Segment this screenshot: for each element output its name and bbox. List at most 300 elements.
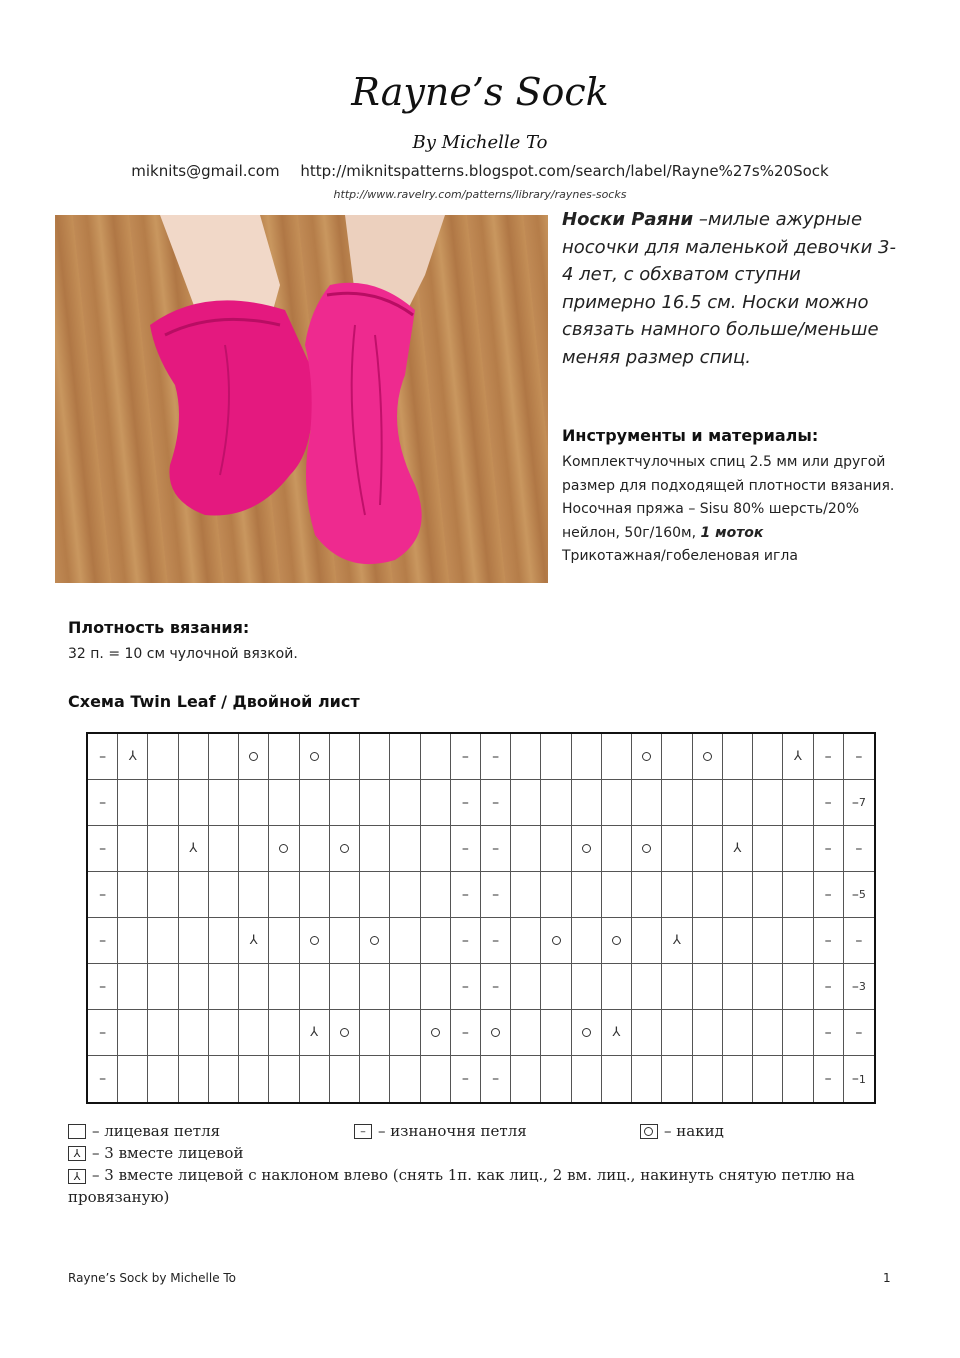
purl-symbol-icon: – (824, 840, 832, 857)
chart-cell (844, 1056, 874, 1102)
legend-k3tog-label: – 3 вместе лицевой (92, 1144, 244, 1162)
chart-cell (541, 964, 571, 1010)
chart-cell (330, 964, 360, 1010)
chart-cell (390, 780, 420, 826)
yarn-over-symbol-icon (582, 844, 591, 853)
purl-symbol-icon: – (851, 978, 859, 995)
chart-cell (814, 734, 844, 780)
yarn-over-symbol-icon (491, 1028, 500, 1037)
chart-cell (88, 780, 118, 826)
chart-cell (753, 1056, 783, 1102)
chart-cell (783, 1056, 813, 1102)
chart-cell (814, 872, 844, 918)
chart-cell (451, 826, 481, 872)
tools-list (562, 451, 902, 569)
chart-cell (814, 780, 844, 826)
purl-symbol-icon: – (824, 978, 832, 995)
chart-cell (844, 734, 874, 780)
purl-symbol-icon: – (461, 794, 469, 811)
chart-cell (179, 872, 209, 918)
chart-cell (844, 872, 874, 918)
chart-cell (451, 1010, 481, 1056)
chart-cell (148, 872, 178, 918)
legend-k3tog (68, 1142, 243, 1164)
chart-cell (209, 918, 239, 964)
chart-cell (300, 918, 330, 964)
tools-needle: Трикотажная/гобеленовая игла (562, 548, 798, 564)
chart-cell (300, 1056, 330, 1102)
chart-cell (814, 964, 844, 1010)
chart-cell (602, 780, 632, 826)
chart-cell (209, 1056, 239, 1102)
chart-cell (814, 918, 844, 964)
decrease-symbol-icon: ⅄ (128, 749, 137, 764)
chart-cell (723, 780, 753, 826)
chart-cell (421, 780, 451, 826)
chart-cell (572, 826, 602, 872)
chart-cell (723, 918, 753, 964)
chart-cell (783, 872, 813, 918)
chart-cell (360, 964, 390, 1010)
chart-cell (844, 780, 874, 826)
purl-symbol-icon: – (851, 1071, 859, 1087)
chart-cell (783, 1010, 813, 1056)
legend-purl-label: – изнаночня петля (378, 1122, 527, 1140)
chart-cell (179, 964, 209, 1010)
chart-cell (118, 918, 148, 964)
intro-paragraph (562, 206, 897, 371)
tools-yarn (562, 498, 902, 545)
chart-cell (179, 918, 209, 964)
chart-cell (602, 918, 632, 964)
yarn-over-symbol-icon (249, 752, 258, 761)
row-number: 7 (858, 796, 866, 809)
chart-cell (209, 1010, 239, 1056)
chart-cell (118, 780, 148, 826)
email-link[interactable]: miknits@gmail.com (131, 162, 280, 180)
chart-cell (148, 1056, 178, 1102)
page-title: Rayne’s Sock (351, 70, 609, 114)
decrease-symbol-icon: ⅄ (249, 933, 258, 948)
chart-cell (330, 1010, 360, 1056)
tools-yarn-text: Носочная пряжа – Sisu 80% шерсть/20% нейлон, 50г/160м, (562, 501, 859, 541)
chart-cell (662, 734, 692, 780)
purl-symbol-icon: – (824, 932, 832, 949)
chart-cell (783, 964, 813, 1010)
chart-cell (148, 964, 178, 1010)
chart-cell (209, 780, 239, 826)
chart-cell (390, 734, 420, 780)
chart-cell (783, 780, 813, 826)
purl-symbol-icon: – (824, 794, 832, 811)
chart-cell (541, 872, 571, 918)
chart-cell (844, 964, 874, 1010)
chart-cell (300, 734, 330, 780)
gauge-text: 32 п. = 10 см чулочной вязкой. (68, 646, 298, 662)
chart-cell (723, 964, 753, 1010)
decrease-symbol-icon: ⅄ (310, 1025, 319, 1040)
chart-cell (88, 826, 118, 872)
chart-cell (118, 872, 148, 918)
decrease-symbol-icon: ⅄ (733, 841, 742, 856)
yarn-over-symbol-icon (279, 844, 288, 853)
chart-cell (88, 1056, 118, 1102)
chart-cell (451, 1056, 481, 1102)
chart-cell (118, 1056, 148, 1102)
chart-cell (572, 918, 602, 964)
decrease-symbol-icon: ⅄ (673, 933, 681, 948)
chart-cell (179, 780, 209, 826)
chart-cell (300, 1010, 330, 1056)
purl-symbol-icon: – (99, 932, 107, 949)
chart-cell (693, 1056, 723, 1102)
purl-symbol-icon: – (461, 932, 469, 949)
chart-cell (269, 780, 299, 826)
chart-cell (118, 1010, 148, 1056)
sk2p-symbol-icon: ⅄ (68, 1169, 86, 1184)
ravelry-link[interactable]: http://www.ravelry.com/patterns/library/raynes-socks (333, 188, 627, 201)
chart-cell (88, 872, 118, 918)
chart-cell (269, 872, 299, 918)
chart-cell (481, 826, 511, 872)
yarn-over-symbol-icon (640, 1124, 658, 1139)
chart-cell (572, 780, 602, 826)
chart-cell (481, 918, 511, 964)
legend-purl (354, 1120, 527, 1142)
chart-cell (421, 872, 451, 918)
chart-cell (662, 826, 692, 872)
chart-cell (723, 872, 753, 918)
chart-cell (693, 1010, 723, 1056)
chart-cell (179, 826, 209, 872)
chart-cell (602, 1010, 632, 1056)
chart-cell (693, 964, 723, 1010)
chart-cell (632, 1056, 662, 1102)
chart-cell (602, 734, 632, 780)
chart-cell (269, 734, 299, 780)
chart-cell (239, 1056, 269, 1102)
chart-cell (632, 918, 662, 964)
chart-cell (421, 964, 451, 1010)
chart-cell (209, 734, 239, 780)
chart-cell (783, 918, 813, 964)
chart-cell (783, 826, 813, 872)
chart-cell (541, 780, 571, 826)
chart-cell (330, 918, 360, 964)
chart-cell (632, 964, 662, 1010)
yarn-over-symbol-icon (582, 1028, 591, 1037)
chart-cell (451, 964, 481, 1010)
chart-cell (421, 734, 451, 780)
chart-cell (632, 826, 662, 872)
chart-cell (753, 964, 783, 1010)
purl-symbol-icon: – (824, 748, 832, 765)
purl-symbol-icon: – (461, 1024, 469, 1041)
chart-cell (451, 780, 481, 826)
chart-cell (421, 1056, 451, 1102)
legend-row-2 (68, 1142, 898, 1164)
chart-cell (511, 964, 541, 1010)
chart-cell (88, 964, 118, 1010)
chart-cell (360, 872, 390, 918)
chart-cell (390, 918, 420, 964)
purl-symbol-icon: – (354, 1124, 372, 1139)
purl-symbol-icon: – (855, 1024, 863, 1041)
chart-cell (662, 918, 692, 964)
purl-symbol-icon: – (855, 748, 863, 765)
intro-name: Носки Раяни (562, 209, 694, 230)
row-number: 5 (858, 888, 866, 901)
chart-cell (541, 826, 571, 872)
chart-cell (481, 780, 511, 826)
chart-cell (330, 872, 360, 918)
purl-symbol-icon: – (492, 840, 500, 857)
chart-cell (723, 826, 753, 872)
chart-cell (814, 1056, 844, 1102)
chart-cell (209, 826, 239, 872)
chart-cell (239, 780, 269, 826)
chart-cell (148, 780, 178, 826)
chart-cell (390, 872, 420, 918)
chart-cell (753, 826, 783, 872)
stitch-chart (86, 732, 876, 1104)
chart-cell (360, 734, 390, 780)
purl-symbol-icon: – (851, 886, 859, 903)
chart-cell (693, 826, 723, 872)
chart-cell (814, 1010, 844, 1056)
chart-cell (693, 780, 723, 826)
blog-link[interactable]: http://miknitspatterns.blogspot.com/search/label/Rayne%27s%20Sock (300, 162, 829, 180)
chart-cell (572, 872, 602, 918)
chart-cell (88, 734, 118, 780)
chart-cell (330, 780, 360, 826)
purl-symbol-icon: – (492, 794, 500, 811)
tools-yarn-amount: 1 моток (700, 524, 764, 541)
yarn-over-symbol-icon (340, 844, 349, 853)
chart-cell (511, 734, 541, 780)
chart-cell (481, 964, 511, 1010)
chart-cell (511, 918, 541, 964)
chart-cell (390, 826, 420, 872)
yarn-over-symbol-icon (340, 1028, 349, 1037)
chart-cell (572, 1010, 602, 1056)
chart-cell (209, 964, 239, 1010)
decrease-symbol-icon: ⅄ (612, 1025, 621, 1040)
purl-symbol-icon: – (492, 978, 500, 995)
chart-cell (662, 780, 692, 826)
chart-cell (541, 918, 571, 964)
chart-cell (572, 964, 602, 1010)
purl-symbol-icon: – (461, 840, 469, 857)
yarn-over-symbol-icon (310, 936, 319, 945)
chart-cell (239, 872, 269, 918)
chart-cell (753, 918, 783, 964)
chart-cell (511, 826, 541, 872)
chart-cell (723, 734, 753, 780)
chart-cell (632, 1010, 662, 1056)
purl-symbol-icon: – (99, 1024, 107, 1041)
chart-cell (118, 826, 148, 872)
chart-cell (179, 1010, 209, 1056)
purl-symbol-icon: – (99, 748, 107, 765)
chart-cell (421, 918, 451, 964)
gauge-heading: Плотность вязания: (68, 618, 250, 637)
chart-cell (269, 918, 299, 964)
chart-cell (844, 918, 874, 964)
legend-knit-label: – лицевая петля (92, 1122, 221, 1140)
chart-cell (179, 1056, 209, 1102)
decrease-symbol-icon: ⅄ (189, 841, 198, 856)
purl-symbol-icon: – (851, 794, 859, 811)
chart-cell (239, 964, 269, 1010)
chart-cell (148, 918, 178, 964)
chart-cell (148, 734, 178, 780)
chart-cell (541, 1010, 571, 1056)
chart-cell (330, 734, 360, 780)
chart-cell (814, 826, 844, 872)
chart-cell (451, 872, 481, 918)
tools-heading: Инструменты и материалы: (562, 426, 819, 445)
chart-cell (451, 734, 481, 780)
chart-cell (390, 964, 420, 1010)
chart-cell (390, 1056, 420, 1102)
chart-cell (693, 918, 723, 964)
chart-cell (572, 1056, 602, 1102)
chart-cell (148, 826, 178, 872)
chart-cell (451, 918, 481, 964)
chart-cell (360, 826, 390, 872)
chart-cell (360, 780, 390, 826)
chart-cell (662, 872, 692, 918)
chart-cell (602, 826, 632, 872)
chart-cell (209, 872, 239, 918)
chart-cell (511, 780, 541, 826)
chart-cell (511, 872, 541, 918)
legend-sk2p-label: – 3 вместе лицевой с наклоном влево (снять 1п. как лиц., 2 вм. лиц., накинуть снятую петлю на провязаную) (68, 1166, 855, 1206)
chart-cell (300, 780, 330, 826)
purl-symbol-icon: – (99, 840, 107, 857)
chart-cell (693, 734, 723, 780)
purl-symbol-icon: – (99, 886, 107, 903)
decrease-symbol-icon: ⅄ (793, 749, 802, 764)
chart-cell (118, 964, 148, 1010)
purl-symbol-icon: – (824, 886, 832, 903)
chart-cell (300, 964, 330, 1010)
yarn-over-symbol-icon (703, 752, 712, 761)
purl-symbol-icon: – (461, 886, 469, 903)
sock-photo-illustration (55, 215, 548, 583)
chart-cell (481, 872, 511, 918)
purl-symbol-icon: – (824, 1024, 832, 1041)
chart-cell (118, 734, 148, 780)
chart-cell (511, 1010, 541, 1056)
yarn-over-symbol-icon (642, 752, 651, 761)
k3tog-symbol-icon: ⅄ (68, 1146, 86, 1161)
chart-cell (783, 734, 813, 780)
row-number: 1 (858, 1072, 866, 1086)
purl-symbol-icon: – (99, 1071, 107, 1087)
legend-yo (640, 1120, 724, 1142)
chart-cell (753, 780, 783, 826)
chart-cell (693, 872, 723, 918)
chart-cell (421, 826, 451, 872)
footer-title: Rayne’s Sock by Michelle To (68, 1271, 237, 1285)
chart-cell (269, 1056, 299, 1102)
purl-symbol-icon: – (855, 932, 863, 949)
chart-cell (239, 918, 269, 964)
chart-cell (662, 1056, 692, 1102)
purl-symbol-icon: – (492, 886, 500, 903)
chart-cell (360, 1056, 390, 1102)
chart-cell (269, 826, 299, 872)
purl-symbol-icon: – (461, 1071, 469, 1087)
chart-cell (632, 872, 662, 918)
chart-heading: Схема Twin Leaf / Двойной лист (68, 692, 360, 711)
chart-cell (148, 1010, 178, 1056)
chart-cell (390, 1010, 420, 1056)
purl-symbol-icon: – (461, 978, 469, 995)
chart-cell (602, 1056, 632, 1102)
chart-cell (572, 734, 602, 780)
chart-cell (541, 1056, 571, 1102)
chart-cell (632, 780, 662, 826)
legend (68, 1120, 898, 1208)
purl-symbol-icon: – (461, 748, 469, 765)
knit-symbol-icon (68, 1124, 86, 1139)
chart-cell (300, 826, 330, 872)
yarn-over-symbol-icon (310, 752, 319, 761)
yarn-over-symbol-icon (642, 844, 651, 853)
chart-cell (421, 1010, 451, 1056)
chart-cell (481, 734, 511, 780)
yarn-over-symbol-icon (431, 1028, 440, 1037)
chart-cell (844, 1010, 874, 1056)
purl-symbol-icon: – (99, 978, 107, 995)
purl-symbol-icon: – (492, 1071, 500, 1087)
contact-links (0, 162, 960, 180)
intro-text: –милые ажурные носочки для маленькой девочки 3-4 лет, с обхватом ступни примерно 16.5 см. Носки можно связать намного больше/меньше меняя размер спиц. (562, 209, 897, 368)
purl-symbol-icon: – (99, 794, 107, 811)
chart-cell (511, 1056, 541, 1102)
chart-cell (360, 1010, 390, 1056)
legend-sk2p (68, 1164, 898, 1208)
chart-cell (632, 734, 662, 780)
chart-cell (602, 964, 632, 1010)
purl-symbol-icon: – (824, 1071, 832, 1087)
purl-symbol-icon: – (492, 748, 500, 765)
purl-symbol-icon: – (855, 840, 863, 857)
tools-needles: Комплектчулочных спиц 2.5 мм или другой размер для подходящей плотности вязания. (562, 454, 895, 494)
purl-symbol-icon: – (492, 932, 500, 949)
chart-cell (239, 734, 269, 780)
author-byline: By Michelle To (412, 132, 548, 153)
chart-cell (330, 826, 360, 872)
chart-cell (360, 918, 390, 964)
chart-cell (602, 872, 632, 918)
sock-photo (55, 215, 548, 583)
chart-cell (481, 1010, 511, 1056)
chart-cell (239, 826, 269, 872)
row-number: 3 (858, 980, 866, 993)
chart-cell (753, 1010, 783, 1056)
chart-cell (269, 964, 299, 1010)
chart-cell (844, 826, 874, 872)
chart-cell (753, 872, 783, 918)
chart-cell (662, 964, 692, 1010)
chart-cell (269, 1010, 299, 1056)
yarn-over-symbol-icon (370, 936, 379, 945)
chart-cell (300, 872, 330, 918)
